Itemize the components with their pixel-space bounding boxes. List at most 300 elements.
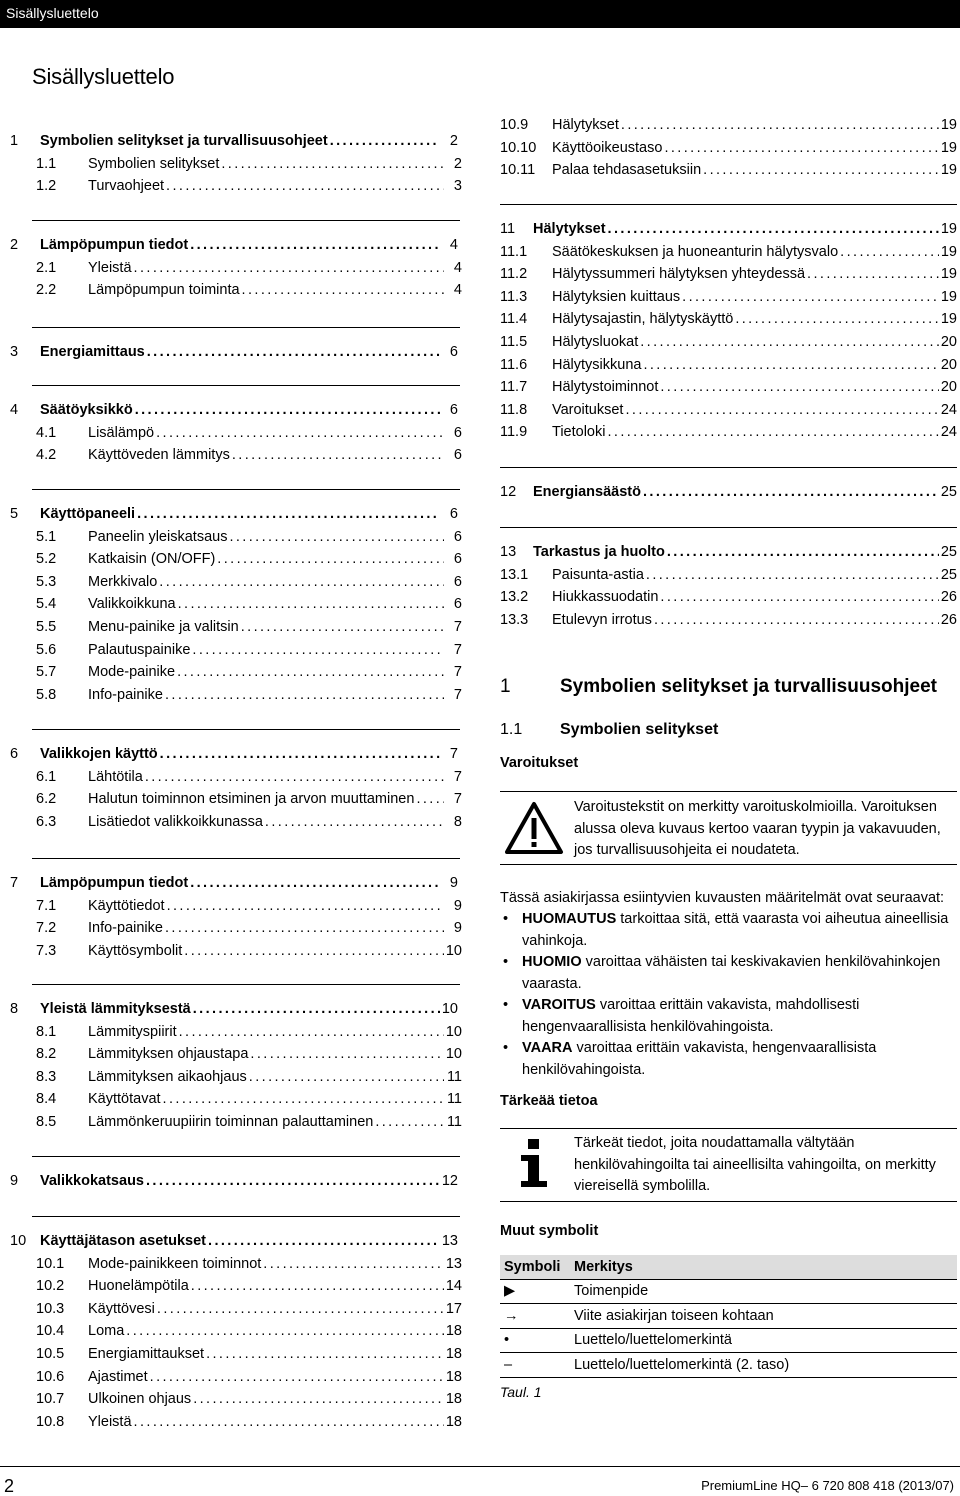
toc-chapter-entry[interactable] — [500, 541, 957, 563]
toc-entry-page: 19 — [940, 162, 957, 179]
toc-entry-title: Hälytyssummeri hälytyksen yhteydessä — [552, 266, 806, 283]
toc-section-entry[interactable] — [500, 564, 957, 586]
toc-entry-title: Yleistä — [88, 259, 132, 276]
toc-chapter-entry[interactable] — [10, 1230, 458, 1252]
toc-dot-leader — [840, 241, 939, 263]
toc-entry-page: 7 — [453, 768, 462, 785]
toc-dot-leader — [159, 571, 444, 593]
toc-entry-page: 8 — [453, 813, 462, 830]
toc-section-entry[interactable] — [36, 548, 462, 570]
toc-entry-page: 2 — [453, 155, 462, 172]
footer-rule — [0, 1466, 960, 1467]
signal-word: HUOMAUTUS — [522, 911, 617, 927]
subsection-title: Symbolien selitykset — [560, 721, 719, 738]
toc-section-entry[interactable] — [36, 1298, 462, 1320]
toc-group-divider — [500, 204, 957, 205]
toc-entry-number: 11.5 — [500, 334, 528, 350]
toc-section-entry[interactable] — [36, 444, 462, 466]
toc-section-entry[interactable] — [36, 940, 462, 962]
toc-entry-number: 7 — [10, 875, 19, 891]
toc-chapter-entry[interactable] — [10, 399, 458, 421]
toc-entry-number: 10.1 — [36, 1255, 65, 1272]
toc-section-entry[interactable] — [36, 1088, 462, 1110]
toc-entry-number: 10.6 — [36, 1368, 65, 1385]
toc-entry-title: Hälytystoiminnot — [552, 379, 659, 396]
toc-entry-number: 7.1 — [36, 897, 57, 914]
toc-entry-page: 19 — [940, 221, 957, 237]
toc-section-entry[interactable] — [36, 1111, 462, 1133]
toc-entry-number: 11.2 — [500, 266, 528, 283]
toc-entry-page: 9 — [453, 920, 462, 937]
toc-section-entry[interactable] — [36, 1320, 462, 1342]
toc-chapter-entry[interactable] — [500, 218, 957, 240]
meaning-cell: Luettelo/luettelomerkintä (2. taso) — [570, 1353, 957, 1378]
toc-entry-number: 10.7 — [36, 1391, 65, 1408]
toc-entry-title: Lähtötila — [88, 768, 143, 785]
section-title: Symbolien selitykset ja turvallisuusohjeet — [560, 676, 937, 697]
toc-dot-leader — [660, 376, 938, 398]
toc-group-divider — [32, 729, 460, 730]
toc-dot-leader — [156, 422, 444, 444]
toc-chapter-entry[interactable] — [10, 998, 458, 1020]
toc-dot-leader — [249, 1066, 444, 1088]
signal-word: HUOMIO — [522, 954, 582, 970]
toc-entry-number: 5.2 — [36, 551, 57, 568]
symbol-cell: – — [500, 1353, 570, 1378]
warnings-heading: Varoitukset — [500, 755, 579, 771]
toc-entry-page: 4 — [453, 282, 462, 299]
toc-entry-page: 14 — [445, 1278, 462, 1295]
toc-entry-title: Käyttöpaneeli — [40, 506, 136, 522]
toc-dot-leader — [134, 257, 444, 279]
toc-chapter-entry[interactable] — [500, 481, 957, 503]
toc-entry-number: 2.2 — [36, 282, 57, 299]
toc-dot-leader — [146, 1170, 440, 1192]
toc-dot-leader — [160, 743, 440, 765]
toc-entry-number: 6.2 — [36, 791, 57, 808]
toc-entry-title: Info-painike — [88, 686, 163, 703]
toc-entry-number: 11.4 — [500, 311, 528, 328]
toc-dot-leader — [217, 548, 444, 570]
toc-entry-number: 5 — [10, 506, 19, 522]
toc-entry-number: 11.1 — [500, 243, 528, 260]
toc-section-entry[interactable] — [500, 263, 957, 285]
toc-entry-title: Hälytykset — [533, 221, 606, 237]
toc-entry-number: 13.2 — [500, 589, 529, 606]
running-header-label: Sisällysluettelo — [6, 5, 99, 21]
toc-dot-leader — [208, 1230, 440, 1252]
toc-entry-title: Hiukkassuodatin — [552, 589, 659, 606]
toc-entry-page: 6 — [453, 551, 462, 568]
toc-chapter-entry[interactable] — [10, 234, 458, 256]
toc-entry-page: 18 — [445, 1368, 462, 1385]
toc-dot-leader — [621, 114, 939, 136]
toc-section-entry[interactable] — [36, 1275, 462, 1297]
toc-entry-page: 10 — [445, 1023, 462, 1040]
toc-entry-page: 25 — [940, 484, 957, 500]
toc-section-entry[interactable] — [36, 422, 462, 444]
signal-word-description: tarkoittaa sitä, että vaarasta voi aiheutua aineellisia vahinkoja. — [522, 911, 949, 949]
toc-entry-page: 6 — [449, 506, 458, 522]
toc-entry-page: 18 — [445, 1323, 462, 1340]
toc-entry-page: 7 — [453, 791, 462, 808]
toc-entry-number: 1.1 — [36, 155, 57, 172]
toc-group-divider — [32, 220, 460, 221]
toc-dot-leader — [703, 159, 939, 181]
toc-entry-title: Käyttötavat — [88, 1091, 161, 1108]
toc-chapter-entry[interactable] — [10, 130, 458, 152]
toc-entry-number: 5.3 — [36, 573, 57, 590]
toc-entry-title: Energiamittaus — [40, 344, 145, 360]
toc-entry-number: 1 — [10, 133, 19, 149]
toc-dot-leader — [165, 684, 444, 706]
running-header — [0, 0, 960, 28]
toc-group-divider — [32, 984, 460, 985]
toc-section-entry[interactable] — [500, 308, 957, 330]
toc-dot-leader — [625, 399, 938, 421]
toc-entry-title: Tietoloki — [552, 424, 606, 441]
toc-entry-number: 11.3 — [500, 288, 528, 305]
toc-entry-page: 6 — [453, 528, 462, 545]
toc-section-entry[interactable] — [500, 376, 957, 398]
toc-dot-leader — [126, 1320, 444, 1342]
toc-entry-number: 5.1 — [36, 528, 57, 545]
toc-entry-page: 10 — [441, 1001, 458, 1017]
toc-entry-page: 19 — [940, 117, 957, 133]
toc-dot-leader — [375, 1111, 444, 1133]
toc-entry-number: 11.9 — [500, 424, 528, 441]
toc-entry-page: 19 — [940, 139, 957, 156]
symbol-cell: → — [500, 1304, 570, 1329]
toc-section-entry[interactable] — [500, 586, 957, 608]
toc-entry-page: 17 — [445, 1300, 462, 1317]
toc-entry-title: Katkaisin (ON/OFF) — [88, 551, 216, 568]
toc-entry-number: 10.10 — [500, 139, 537, 156]
toc-entry-number: 6 — [10, 746, 19, 762]
toc-section-entry[interactable] — [36, 917, 462, 939]
toc-section-entry[interactable] — [36, 175, 462, 197]
toc-entry-page: 25 — [940, 566, 957, 583]
toc-chapter-entry[interactable] — [10, 743, 458, 765]
toc-entry-title: Hälytykset — [552, 117, 619, 133]
toc-entry-title: Yleistä lämmityksestä — [40, 1001, 191, 1017]
toc-dot-leader — [232, 444, 444, 466]
toc-entry-number: 8.3 — [36, 1068, 57, 1085]
toc-section-entry[interactable] — [36, 1366, 462, 1388]
toc-entry-number: 4.2 — [36, 447, 57, 464]
intro-text: Tässä asiakirjassa esiintyvien kuvausten määritelmät ovat seuraavat: — [500, 890, 945, 906]
toc-section-entry[interactable] — [36, 639, 462, 661]
toc-entry-page: 19 — [940, 266, 957, 283]
signal-word: VAARA — [522, 1040, 573, 1056]
toc-entry-title: Mode-painikkeen toiminnot — [88, 1255, 262, 1272]
toc-dot-leader — [682, 286, 939, 308]
toc-entry-number: 11 — [500, 221, 516, 237]
toc-section-entry[interactable] — [36, 1253, 462, 1275]
toc-entry-title: Hälytysluokat — [552, 334, 639, 350]
toc-entry-title: Menu-painike ja valitsin — [88, 619, 239, 635]
toc-entry-title: Energiamittaukset — [88, 1346, 205, 1362]
toc-group-divider — [32, 1156, 460, 1157]
table-row — [500, 1328, 957, 1353]
toc-dot-leader — [190, 872, 440, 894]
toc-group-divider — [500, 527, 957, 528]
toc-entry-title: Käyttösymbolit — [88, 942, 183, 959]
footer-document-reference: PremiumLine HQ– 6 720 808 418 (2013/07) — [701, 1478, 954, 1493]
toc-entry-number: 4.1 — [36, 424, 57, 441]
toc-entry-page: 19 — [940, 243, 957, 260]
warning-triangle-icon — [504, 801, 564, 855]
toc-dot-leader — [135, 399, 440, 421]
toc-entry-title: Säätöyksikkö — [40, 402, 133, 418]
toc-section-entry[interactable] — [36, 257, 462, 279]
symbol-cell: • — [500, 1328, 570, 1353]
toc-section-entry[interactable] — [36, 684, 462, 706]
toc-section-entry[interactable] — [36, 593, 462, 615]
toc-entry-title: Tarkastus ja huolto — [533, 544, 665, 560]
page-title: Sisällysluettelo — [32, 64, 175, 89]
toc-entry-title: Lämmityksen ohjaustapa — [88, 1046, 249, 1063]
table-header-symbol: Symboli — [500, 1255, 570, 1279]
warning-level-item — [500, 909, 957, 952]
toc-entry-number: 5.7 — [36, 664, 57, 681]
toc-entry-number: 9 — [10, 1173, 19, 1189]
toc-entry-title: Hälytysajastin, hälytyskäyttö — [552, 311, 734, 328]
toc-entry-page: 13 — [441, 1233, 458, 1249]
toc-entry-number: 2 — [10, 237, 19, 253]
toc-entry-title: Merkkivalo — [88, 573, 158, 590]
toc-dot-leader — [145, 766, 444, 788]
warning-level-item — [500, 952, 957, 995]
toc-section-entry[interactable] — [500, 354, 957, 376]
toc-entry-number: 13 — [500, 544, 517, 560]
toc-section-entry[interactable] — [36, 279, 462, 301]
toc-section-entry[interactable] — [500, 241, 957, 263]
toc-section-entry[interactable] — [500, 137, 957, 159]
toc-dot-leader — [250, 1043, 443, 1065]
toc-entry-page: 20 — [940, 379, 957, 396]
toc-entry-title: Käyttövesi — [88, 1300, 155, 1317]
toc-section-entry[interactable] — [36, 788, 462, 810]
toc-section-entry[interactable] — [36, 1388, 462, 1410]
toc-entry-number: 12 — [500, 484, 517, 500]
toc-entry-page: 4 — [453, 259, 462, 276]
toc-entry-number: 6.1 — [36, 768, 57, 785]
toc-dot-leader — [330, 130, 440, 152]
toc-entry-number: 8 — [10, 1001, 19, 1017]
toc-entry-number: 1.2 — [36, 178, 57, 195]
toc-entry-title: Käyttötiedot — [88, 897, 165, 914]
toc-entry-number: 8.1 — [36, 1023, 57, 1040]
toc-group-divider — [32, 858, 460, 859]
toc-dot-leader — [643, 354, 938, 376]
toc-section-entry[interactable] — [500, 286, 957, 308]
toc-chapter-entry[interactable] — [10, 341, 458, 363]
toc-dot-leader — [241, 616, 444, 638]
toc-dot-leader — [221, 153, 444, 175]
warning-box-text: Varoitustekstit on merkitty varoituskolmioilla. Varoituksen alussa oleva kuvaus kertoo vaaran tyypin ja vakavuuden, jos turvallisuusohjeita ei noudateta. — [574, 799, 941, 858]
toc-entry-title: Energiansäästö — [533, 484, 641, 500]
toc-entry-number: 10.11 — [500, 162, 536, 179]
warning-level-item — [500, 1038, 957, 1081]
toc-entry-page: 20 — [940, 356, 957, 373]
toc-dot-leader — [191, 1275, 444, 1297]
toc-entry-number: 10.5 — [36, 1346, 65, 1362]
toc-dot-leader — [646, 564, 939, 586]
toc-entry-number: 10.9 — [500, 117, 529, 133]
toc-entry-title: Lämpöpumpun toiminta — [88, 282, 240, 299]
toc-entry-title: Info-painike — [88, 920, 163, 937]
toc-entry-number: 3 — [10, 344, 19, 360]
toc-entry-number: 13.3 — [500, 611, 529, 628]
toc-dot-leader — [664, 137, 938, 159]
toc-entry-page: 12 — [441, 1173, 458, 1189]
signal-word-description: varoittaa erittäin vakavista, hengenvaarallisista henkilövahingoista. — [522, 1040, 877, 1078]
info-box-text: Tärkeät tiedot, joita noudattamalla vältytään henkilövahingoilta tai aineellisilta vahingoilta, on merkitty viereisellä symbolilla. — [574, 1135, 936, 1194]
toc-entry-title: Käyttöoikeustaso — [552, 139, 663, 156]
toc-entry-page: 24 — [940, 424, 957, 441]
toc-dot-leader — [157, 1298, 444, 1320]
other-symbols-heading: Muut symbolit — [500, 1223, 599, 1239]
toc-entry-page: 26 — [940, 611, 957, 628]
toc-section-entry[interactable] — [36, 661, 462, 683]
toc-dot-leader — [179, 1021, 444, 1043]
toc-group-divider — [32, 1216, 460, 1217]
toc-entry-page: 24 — [940, 401, 957, 418]
toc-section-entry[interactable] — [36, 1066, 462, 1088]
toc-entry-title: Lämpöpumpun tiedot — [40, 875, 189, 891]
toc-entry-number: 5.8 — [36, 686, 57, 703]
toc-entry-page: 11 — [446, 1114, 462, 1130]
toc-section-entry[interactable] — [36, 1343, 462, 1365]
toc-entry-page: 9 — [453, 897, 462, 914]
toc-entry-title: Mode-painike — [88, 664, 176, 681]
toc-section-entry[interactable] — [500, 399, 957, 421]
toc-section-entry[interactable] — [36, 811, 462, 833]
toc-chapter-entry[interactable] — [10, 503, 458, 525]
toc-dot-leader — [193, 1388, 444, 1410]
toc-entry-title: Huonelämpötila — [88, 1278, 189, 1295]
toc-entry-title: Valikkojen käyttö — [40, 746, 158, 762]
toc-entry-page: 19 — [940, 311, 957, 328]
table-row — [500, 1353, 957, 1378]
meaning-cell: Luettelo/luettelomerkintä — [570, 1328, 957, 1353]
toc-group-divider — [32, 489, 460, 490]
subsection-number: 1.1 — [500, 721, 523, 738]
toc-chapter-entry[interactable] — [10, 872, 458, 894]
toc-dot-leader — [206, 1343, 444, 1365]
toc-entry-title: Lämmityksen aikaohjaus — [88, 1068, 247, 1085]
toc-group-divider — [32, 385, 460, 386]
toc-dot-leader — [265, 811, 444, 833]
meaning-cell: Toimenpide — [570, 1279, 957, 1304]
toc-section-entry[interactable] — [500, 331, 957, 353]
toc-section-entry[interactable] — [500, 159, 957, 181]
toc-section-entry[interactable] — [36, 571, 462, 593]
warning-box — [500, 791, 957, 865]
toc-section-entry[interactable] — [500, 609, 957, 631]
toc-dot-leader — [229, 526, 444, 548]
toc-entry-title: Symbolien selitykset — [88, 155, 220, 172]
toc-entry-page: 7 — [453, 686, 462, 703]
toc-entry-page: 4 — [449, 237, 458, 253]
toc-entry-title: Lämmityspiirit — [88, 1023, 177, 1040]
toc-dot-leader — [166, 175, 444, 197]
toc-entry-page: 26 — [940, 589, 957, 606]
toc-entry-number: 10.3 — [36, 1300, 65, 1317]
toc-entry-title: Lisätiedot valikkoikkunassa — [88, 813, 263, 830]
toc-entry-number: 8.4 — [36, 1091, 57, 1108]
toc-entry-title: Loma — [88, 1323, 125, 1340]
toc-entry-title: Varoitukset — [552, 401, 624, 418]
toc-dot-leader — [137, 503, 440, 525]
toc-dot-leader — [134, 1411, 444, 1433]
toc-dot-leader — [660, 586, 938, 608]
toc-dot-leader — [667, 541, 939, 563]
toc-section-entry[interactable] — [36, 1411, 462, 1433]
toc-section-entry[interactable] — [36, 1043, 462, 1065]
toc-dot-leader — [242, 279, 444, 301]
toc-entry-title: Käyttöveden lämmitys — [88, 447, 230, 464]
toc-entry-page: 2 — [449, 133, 458, 149]
toc-section-entry[interactable] — [500, 114, 957, 136]
table-header-row — [500, 1255, 957, 1279]
toc-entry-number: 10.8 — [36, 1413, 65, 1430]
toc-entry-title: Valikkoikkuna — [88, 596, 176, 613]
toc-section-entry[interactable] — [500, 421, 957, 443]
toc-entry-page: 6 — [453, 596, 462, 613]
toc-entry-title: Hälytysikkuna — [552, 356, 642, 373]
table-row — [500, 1304, 957, 1329]
toc-dot-leader — [643, 481, 939, 503]
toc-dot-leader — [654, 609, 939, 631]
toc-section-entry[interactable] — [36, 153, 462, 175]
toc-dot-leader — [190, 234, 440, 256]
toc-entry-title: Valikkokatsaus — [40, 1173, 144, 1189]
toc-section-entry[interactable] — [36, 895, 462, 917]
toc-entry-number: 5.4 — [36, 596, 57, 613]
toc-entry-number: 8.5 — [36, 1114, 57, 1130]
toc-entry-title: Paisunta-astia — [552, 566, 644, 583]
toc-section-entry[interactable] — [36, 526, 462, 548]
toc-entry-number: 6.3 — [36, 813, 57, 830]
toc-section-entry[interactable] — [36, 616, 462, 638]
toc-entry-title: Palaa tehdasasetuksiin — [552, 162, 702, 179]
toc-chapter-entry[interactable] — [10, 1170, 458, 1192]
toc-entry-page: 9 — [449, 875, 458, 891]
toc-entry-title: Yleistä — [88, 1413, 132, 1430]
warning-levels-list — [500, 909, 957, 1081]
toc-entry-page: 18 — [445, 1413, 462, 1430]
toc-section-entry[interactable] — [36, 1021, 462, 1043]
toc-dot-leader — [416, 788, 444, 810]
signal-word: VAROITUS — [522, 997, 596, 1013]
toc-entry-title: Palautuspainike — [88, 641, 191, 658]
table-row — [500, 1279, 957, 1304]
table-header-meaning: Merkitys — [570, 1255, 957, 1279]
toc-dot-leader — [607, 421, 938, 443]
toc-group-divider — [32, 327, 460, 328]
toc-entry-page: 7 — [453, 641, 462, 658]
toc-entry-title: Hälytyksien kuittaus — [552, 288, 681, 305]
info-box — [500, 1128, 957, 1202]
meaning-cell: Viite asiakirjan toiseen kohtaan — [570, 1304, 957, 1329]
toc-entry-title: Lämmönkeruupiirin toiminnan palauttaminen — [88, 1114, 374, 1130]
toc-dot-leader — [640, 331, 939, 353]
toc-entry-number: 8.2 — [36, 1046, 57, 1063]
section-heading — [500, 676, 937, 698]
toc-section-entry[interactable] — [36, 766, 462, 788]
